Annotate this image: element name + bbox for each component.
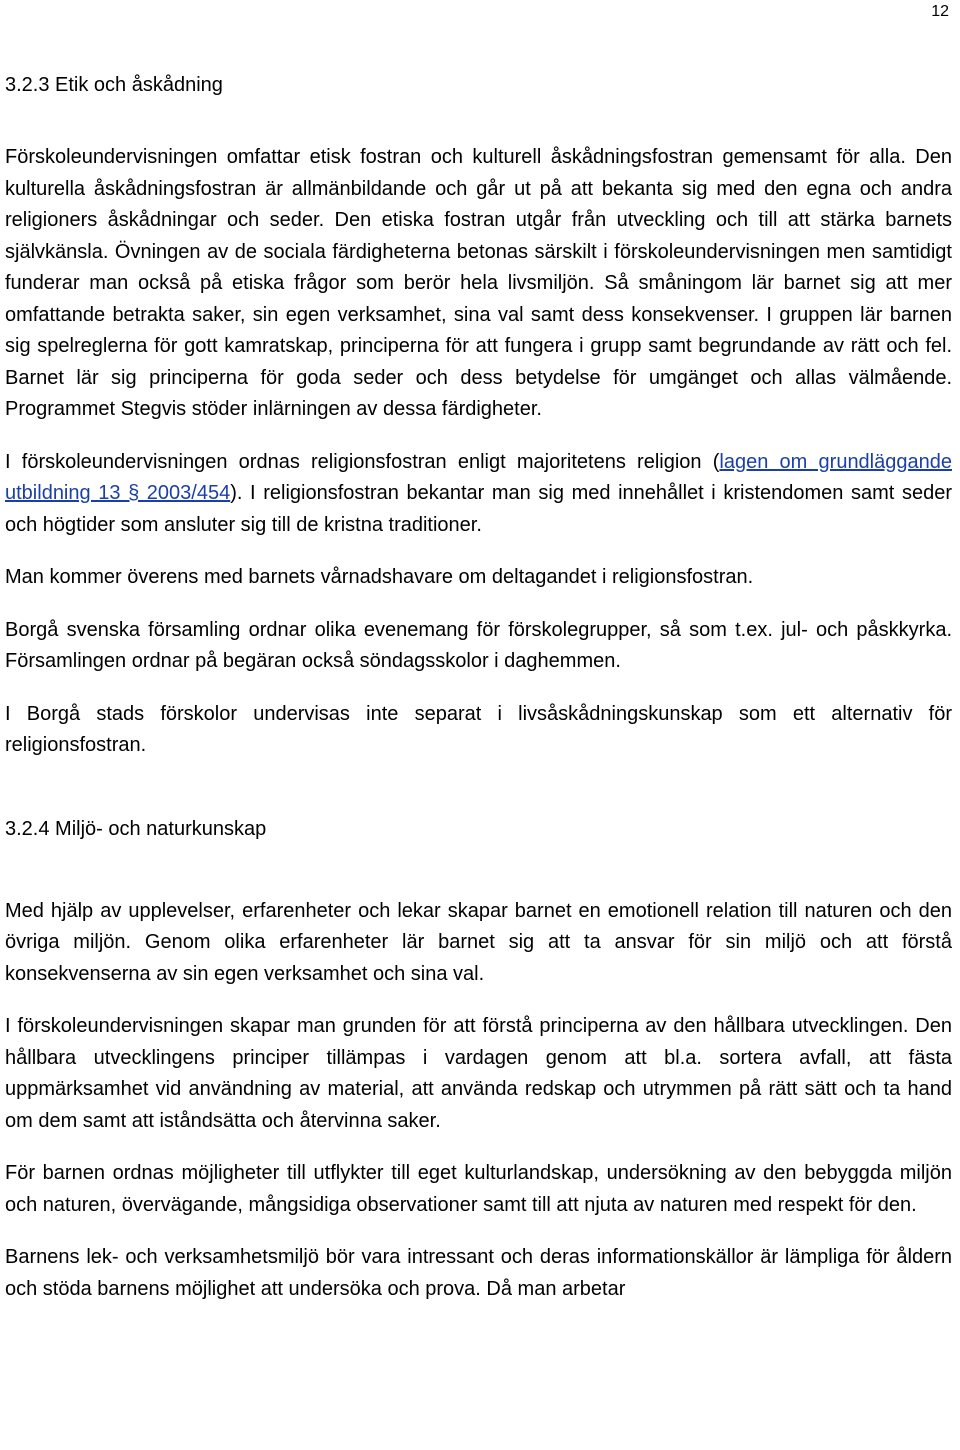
paragraph-guardian-agreement: Man kommer överens med barnets vårnadshavare om deltagandet i religionsfostran. [5,566,754,588]
law-link[interactable]: lagen om grundläggande utbildning 13 § 2003/454 [5,450,952,504]
paragraph-text-after-link: ). I religionsfostran bekantar man sig med innehållet i kristendomen samt seder och högtider som ansluter sig till de kristna traditioner. [5,482,952,536]
section-heading-ethics: 3.2.3 Etik och åskådning [5,74,223,96]
paragraph-learning-environment: Barnens lek- och verksamhetsmiljö bör vara intressant och deras informationskällor är lämpliga för åldern och stöda barnens möjlighet att undersöka och prova. Då man arbetar [5,1246,952,1300]
paragraph-religion-education [5,447,952,542]
paragraph-worldview-alternative: I Borgå stads förskolor undervisas inte separat i livsåskådningskunskap som ett alternativ för religionsfostran. [5,702,952,756]
page-number: 12 [931,3,949,20]
paragraph-parish-events: Borgå svenska församling ordnar olika evenemang för förskolegrupper, så som t.ex. jul- och påskkyrka. Församlingen ordnar på begäran också söndagsskolor i daghemmen. [5,618,952,672]
paragraph-sustainable-development: I förskoleundervisningen skapar man grunden för att förstå principerna av den hållbara utvecklingen. Den hållbara utvecklingens principer tillämpas i vardagen genom att bl.a. sortera avfall, att fästa uppmärksamhet vid användning av material, att använda redskap och utrymmen på rätt sätt och ta hand om dem samt att iståndsätta och återvinna saker. [5,1015,952,1132]
paragraph-nature-relation: Med hjälp av upplevelser, erfarenheter och lekar skapar barnet en emotionell relation till naturen och den övriga miljön. Genom olika erfarenheter lär barnet sig att ta ansvar för sin miljö och att förstå konsekvenserna av sin egen verksamhet och sina val. [5,899,952,985]
paragraph-ethics-intro: Förskoleundervisningen omfattar etisk fostran och kulturell åskådningsfostran gemensamt för alla. Den kulturella åskådningsfostran är allmänbildande och går ut på att bekanta sig med den egna och andra religioners åskådningar och seder. Den etiska fostran utgår från utveckling och till att stärka barnets självkänsla. Övningen av de sociala färdigheterna betonas särskilt i förskoleundervisningen men samtidigt funderar man också på etiska frågor som berör hela livsmiljön. Så småningom lär barnet sig att mer omfattande betrakta saker, sin egen verksamhet, sina val samt dess konsekvenser. I gruppen lär barnen sig spelreglerna för gott kamratskap, principerna för att fungera i grupp samt begrundande av rätt och fel. Barnet lär sig principerna för goda seder och dess betydelse för umgänget och allas välmående. Programmet Stegvis stöder inlärningen av dessa färdigheter. [5,146,952,420]
section-heading-environment: 3.2.4 Miljö- och naturkunskap [5,817,267,840]
paragraph-excursions: För barnen ordnas möjligheter till utflykter till eget kulturlandskap, undersökning av den bebyggda miljön och naturen, övervägande, mångsidiga observationer samt till att njuta av naturen med respekt för den. [5,1162,952,1216]
paragraph-text-before-link: I förskoleundervisningen ordnas religionsfostran enligt majoritetens religion ( [5,450,720,473]
document-body [5,70,952,1305]
